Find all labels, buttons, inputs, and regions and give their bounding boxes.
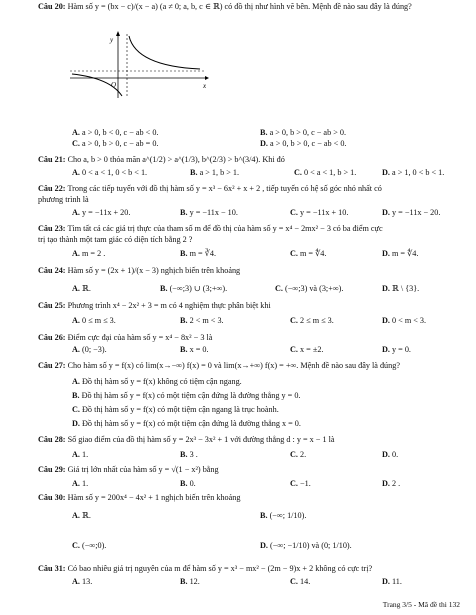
q27-option-c[interactable]: C. Đồ thị hàm số y = f(x) có một tiệm cận ngang là trục hoành. [72, 405, 279, 414]
q23-option-c[interactable]: C. m = ∜4. [290, 249, 327, 258]
q26-stem: Câu 26: Điểm cực đại của hàm số y = x⁴ − 8x² − 3 là [38, 333, 213, 342]
q29-option-a[interactable]: A. 1. [72, 479, 89, 488]
q23-stem-line2: trị tạo thành một tam giác có diện tích bằng 2 ? [38, 235, 193, 244]
q21-stem: Câu 21: Cho a, b > 0 thỏa mãn a^(1/2) > a^(1/3), b^(2/3) > b^(3/4). Khi đó [38, 155, 285, 164]
q26-option-c[interactable]: C. x = ±2. [290, 345, 324, 354]
q27-option-a[interactable]: A. Đồ thị hàm số y = f(x) không có tiệm cận ngang. [72, 377, 242, 386]
q23-option-a[interactable]: A. m = 2 . [72, 249, 106, 258]
q30-option-d[interactable]: D. (−∞; −1/10) và (0; 1/10). [260, 541, 352, 550]
q26-option-d[interactable]: D. y = 0. [382, 345, 411, 354]
q20-stem: Câu 20: Hàm số y = (bx − c)/(x − a) (a ≠ 0; a, b, c ∈ ℝ) có đồ thị như hình vẽ bên. Mệnh đề nào sau đây là đúng? [38, 2, 412, 11]
curve-right-branch [129, 36, 200, 69]
q28-option-b[interactable]: B. 3 . [180, 450, 198, 459]
q20-graph [60, 30, 210, 100]
q25-option-a[interactable]: A. 0 ≤ m ≤ 3. [72, 316, 116, 325]
x-axis-arrow [205, 76, 209, 80]
q27-option-b[interactable]: B. Đồ thị hàm số y = f(x) có một tiệm cận đứng là đường thẳng y = 0. [72, 391, 301, 400]
q29-option-d[interactable]: D. 2 . [382, 479, 401, 488]
q29-option-b[interactable]: B. 0. [180, 479, 196, 488]
q20-option-c[interactable]: C. a > 0, b > 0, c − ab = 0. [72, 139, 159, 148]
q31-option-d[interactable]: D. 11. [382, 577, 402, 586]
q24-option-c[interactable]: C. (−∞;3) và (3;+∞). [275, 284, 344, 293]
q26-option-a[interactable]: A. (0; −3). [72, 345, 107, 354]
q23-stem-line1: Câu 23: Tìm tất cả các giá trị thực của tham số m để đồ thị của hàm số y = x⁴ − 2mx² − 3 có ba điểm cực [38, 224, 383, 233]
q29-option-c[interactable]: C. −1. [290, 479, 311, 488]
q26-option-b[interactable]: B. x = 0. [180, 345, 209, 354]
q21-option-c[interactable]: C. 0 < a < 1, b > 1. [294, 168, 357, 177]
q22-stem-line2: phương trình là [38, 195, 89, 204]
q22-option-c[interactable]: C. y = −11x + 10. [290, 208, 349, 217]
origin-label: O [111, 81, 117, 89]
q30-option-b[interactable]: B. (−∞; 1/10). [260, 511, 307, 520]
q24-option-a[interactable]: A. ℝ. [72, 284, 91, 293]
q31-option-b[interactable]: B. 12. [180, 577, 200, 586]
q25-stem: Câu 25: Phương trình x⁴ − 2x² + 3 = m có 4 nghiệm thực phân biệt khi [38, 301, 271, 310]
q28-stem: Câu 28: Số giao điểm của đồ thị hàm số y = 2x³ − 3x² + 1 với đường thẳng d : y = x − 1 là [38, 435, 335, 444]
q24-stem: Câu 24: Hàm số y = (2x + 1)/(x − 3) nghịch biến trên khoảng [38, 266, 241, 275]
q30-option-a[interactable]: A. ℝ. [72, 511, 91, 520]
q22-option-a[interactable]: A. y = −11x + 20. [72, 208, 131, 217]
q23-option-d[interactable]: D. m = ∜4. [382, 249, 419, 258]
q29-stem: Câu 29: Giá trị lớn nhất của hàm số y = √(1 − x²) bằng [38, 465, 219, 474]
q20-option-b[interactable]: B. a > 0, b > 0, c − ab > 0. [260, 128, 347, 137]
q22-option-b[interactable]: B. y = −11x − 10. [180, 208, 238, 217]
q25-option-b[interactable]: B. 2 < m < 3. [180, 316, 224, 325]
q21-option-b[interactable]: B. a > 1, b > 1. [190, 168, 240, 177]
q28-option-c[interactable]: C. 2. [290, 450, 307, 459]
q22-option-d[interactable]: D. y = −11x − 20. [382, 208, 441, 217]
q21-option-d[interactable]: D. a > 1, 0 < b < 1. [382, 168, 445, 177]
q24-option-d[interactable]: D. ℝ \ {3}. [382, 284, 420, 293]
q23-option-b[interactable]: B. m = ∛4. [180, 249, 216, 258]
q27-option-d[interactable]: D. Đồ thị hàm số y = f(x) có một tiệm cận đứng là đường thẳng x = 0. [72, 419, 301, 428]
q21-option-a[interactable]: A. 0 < a < 1, 0 < b < 1. [72, 168, 148, 177]
q31-option-a[interactable]: A. 13. [72, 577, 93, 586]
y-axis-arrow [116, 31, 120, 36]
q31-option-c[interactable]: C. 14. [290, 577, 311, 586]
q25-option-c[interactable]: C. 2 ≤ m ≤ 3. [290, 316, 334, 325]
q20-option-d[interactable]: D. a > 0, b > 0, c − ab < 0. [260, 139, 347, 148]
q30-option-c[interactable]: C. (−∞;0). [72, 541, 107, 550]
q27-stem: Câu 27: Cho hàm số y = f(x) có lim(x→−∞) f(x) = 0 và lim(x→+∞) f(x) = +∞. Mệnh đề nào sau đây là đúng? [38, 361, 400, 370]
q25-option-d[interactable]: D. 0 < m < 3. [382, 316, 427, 325]
y-axis-label: y [110, 36, 114, 44]
q28-option-a[interactable]: A. 1. [72, 450, 89, 459]
q20-option-a[interactable]: A. a > 0, b < 0, c − ab < 0. [72, 128, 159, 137]
q28-option-d[interactable]: D. 0. [382, 450, 399, 459]
q24-option-b[interactable]: B. (−∞;3) ∪ (3;+∞). [160, 284, 228, 293]
q22-stem-line1: Câu 22: Trong các tiếp tuyến với đồ thị hàm số y = x³ − 6x² + x + 2 , tiếp tuyến có hệ số góc nhỏ nhất có [38, 184, 382, 193]
q31-stem: Câu 31: Có bao nhiêu giá trị nguyên của m để hàm số y = x³ − mx² − (2m − 9)x + 2 không có cực trị? [38, 564, 373, 573]
page-footer: Trang 3/5 - Mã đề thi 132 [382, 600, 460, 609]
x-axis-label: x [203, 82, 207, 90]
q30-stem: Câu 30: Hàm số y = 200x⁴ − 4x² + 1 nghịch biến trên khoảng [38, 493, 241, 502]
